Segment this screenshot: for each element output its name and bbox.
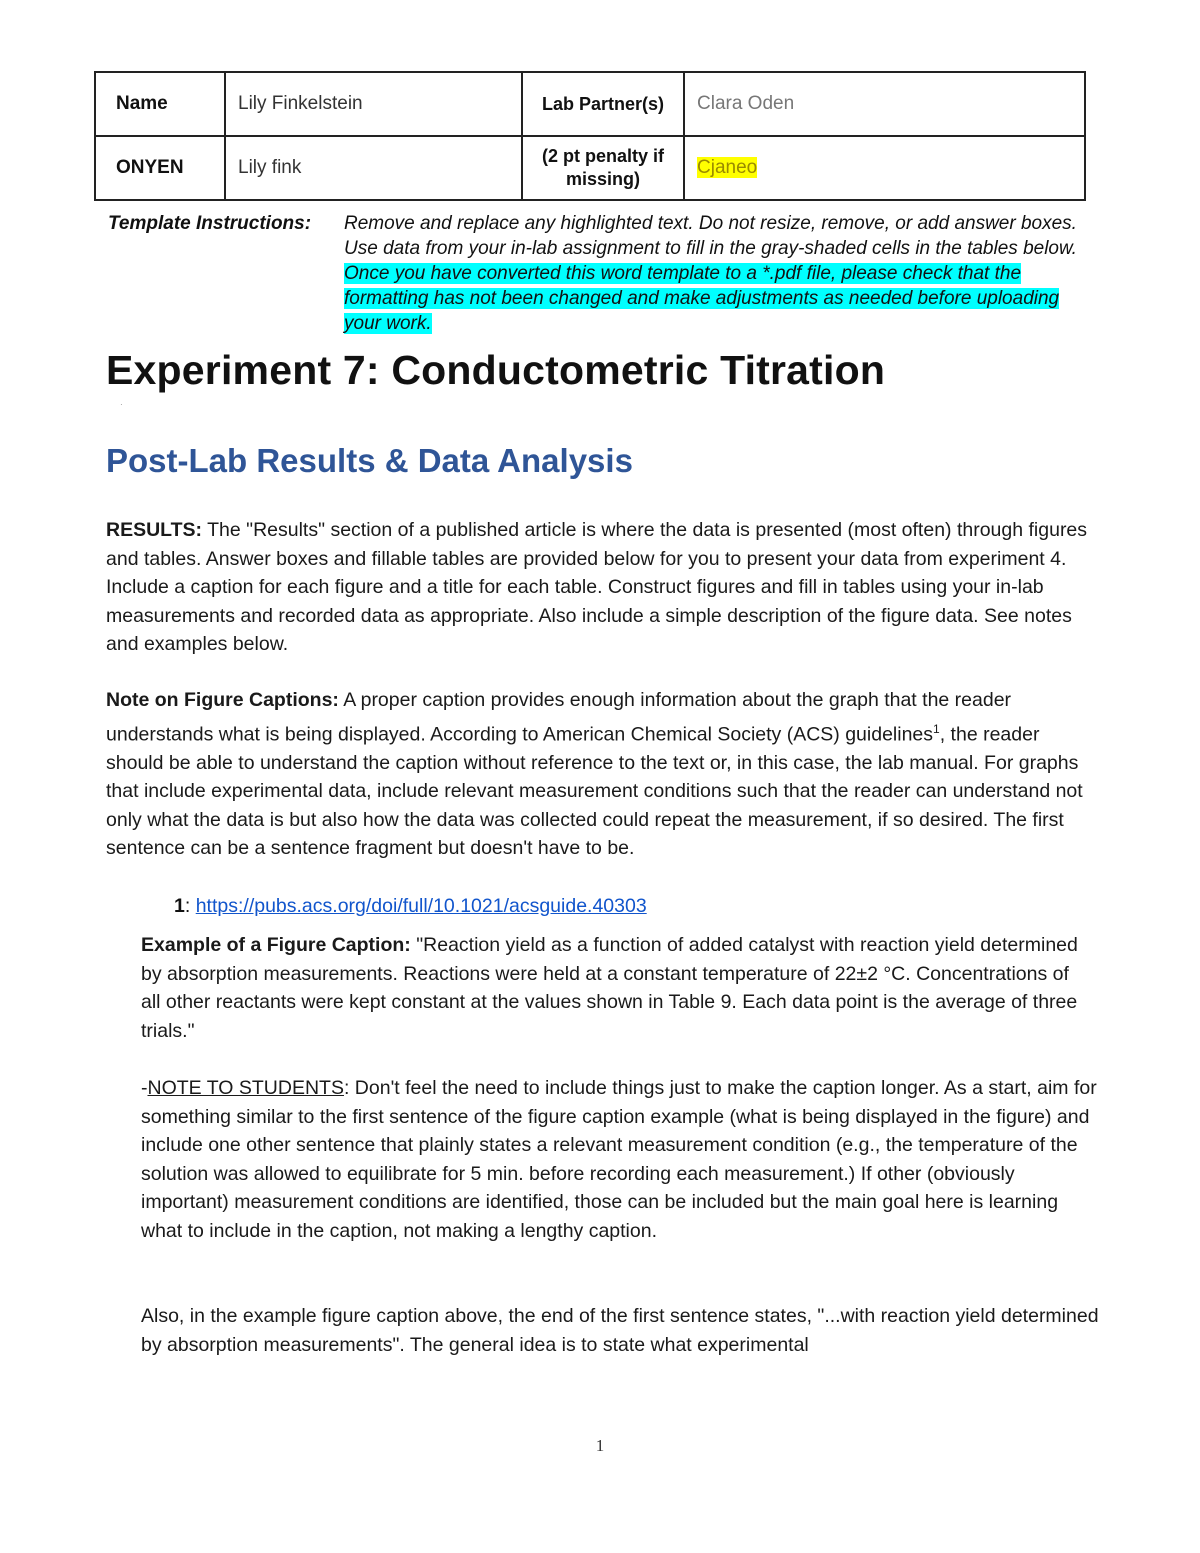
page-number: 1 bbox=[595, 1436, 605, 1455]
decorative-mark: · bbox=[120, 400, 123, 409]
reference-line: 1: https://pubs.acs.org/doi/full/10.1021/acsguide.40303 bbox=[174, 895, 647, 917]
instructions-lead: Template Instructions: bbox=[108, 213, 312, 234]
page-title: Experiment 7: Conductometric Titration bbox=[106, 347, 886, 393]
partner-label: Lab Partner(s) bbox=[522, 72, 684, 136]
section-heading: Post-Lab Results & Data Analysis bbox=[106, 442, 633, 479]
onyen-value[interactable]: Lily fink bbox=[225, 136, 522, 200]
example-text: "Reaction yield as a function of added catalyst with reaction yield determined by absorption measurements. Reactions were held at a constant temperature of 22±2 °C. Concentrations of all other reactants were kept constant at the values shown in Table 9. Each data point is the average of three trials." bbox=[141, 934, 1078, 1042]
footnote-marker: 1 bbox=[933, 721, 940, 736]
example-lead: Example of a Figure Caption: bbox=[141, 934, 411, 956]
results-text: The "Results" section of a published article is where the data is presented (most often) through figures and tables. Answer boxes and fillable tables are provided below for you to present your data from experiment 4. Include a caption for each figure and a title for each table. Construct figures and fill in tables using your in-lab measurements and recorded data as appropriate. Also include a simple description of the figure data. See notes and examples below. bbox=[106, 519, 1088, 656]
note-dash: - bbox=[141, 1077, 148, 1099]
instructions-text: Remove and replace any highlighted text. Do not resize, remove, or add answer boxes. Use data from your in-lab assignment to fill in the gray-shaded cells in the tables below. bbox=[344, 213, 1077, 259]
captions-note-paragraph bbox=[106, 686, 1096, 863]
results-paragraph bbox=[106, 516, 1096, 659]
table-row bbox=[95, 72, 1085, 136]
example-caption-paragraph bbox=[141, 931, 1091, 1045]
captions-note-text-cont: , the reader should be able to understand the caption without reference to the text or, in this case, the lab manual. For graphs that include experimental data, include relevant measurement conditions such that the reader can understand not only what the data is but also how the data was collected could repeat the measurement, if so desired. The first sentence can be a sentence fragment but doesn't have to be. bbox=[106, 723, 1083, 860]
name-value[interactable]: Lily Finkelstein bbox=[225, 72, 522, 136]
partner-value[interactable]: Clara Oden bbox=[684, 72, 1085, 136]
instructions-highlight: Once you have converted this word template to a *.pdf file, please check that the formatting has not been changed and make adjustments as needed before uploading your work. bbox=[344, 263, 1060, 334]
penalty-label: (2 pt penalty if missing) bbox=[522, 136, 684, 200]
onyen-label: ONYEN bbox=[95, 136, 225, 200]
results-lead: RESULTS: bbox=[106, 519, 203, 541]
reference-number: 1 bbox=[174, 895, 185, 917]
captions-note-lead: Note on Figure Captions: bbox=[106, 689, 339, 711]
note-students-paragraph bbox=[141, 1074, 1101, 1246]
note-students-lead: NOTE TO STUDENTS bbox=[147, 1077, 344, 1099]
instructions-body bbox=[344, 211, 1089, 336]
note-students-text: : Don't feel the need to include things just to make the caption longer. As a start, aim for something similar to the first sentence of the figure caption example (what is being displayed in the figure) and include one other sentence that plainly states a relevant measurement condition (e.g., the temperature of the solution was allowed to equilibrate for 5 min. before recording each measurement.) If other (obviously important) measurement conditions are identified, those can be included but the main goal here is learning what to include in the caption, not making a lengthy caption. bbox=[141, 1077, 1097, 1242]
captions-note-text: A proper caption provides enough information about the graph that the reader understands what is being displayed. According to American Chemical Society (ACS) guidelines bbox=[106, 689, 1012, 746]
partner-onyen-cell[interactable] bbox=[684, 136, 1085, 200]
name-label: Name bbox=[95, 72, 225, 136]
student-info-table bbox=[94, 71, 1086, 201]
also-paragraph: Also, in the example figure caption above, the end of the first sentence states, "...with reaction yield determined by absorption measurements". The general idea is to state what experimental bbox=[141, 1305, 1099, 1356]
partner-onyen-value: Cjaneo bbox=[697, 157, 758, 178]
table-row bbox=[95, 136, 1085, 200]
reference-link[interactable]: https://pubs.acs.org/doi/full/10.1021/acsguide.40303 bbox=[195, 895, 647, 917]
